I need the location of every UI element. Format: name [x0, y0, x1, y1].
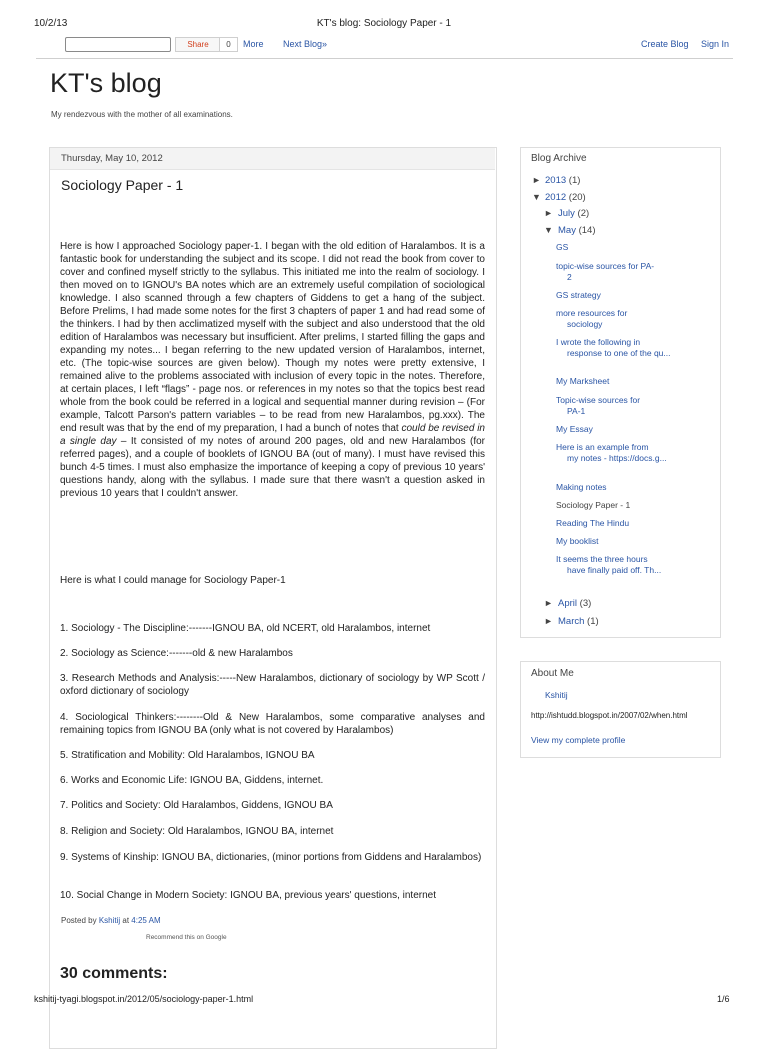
archive-post-link[interactable]: more resources for sociology: [556, 308, 628, 329]
view-profile-link[interactable]: View my complete profile: [531, 735, 626, 745]
source-item-6: 6. Works and Economic Life: IGNOU BA, Giddens, internet.: [60, 775, 324, 786]
archive-post-link[interactable]: Here is an example from my notes - https://docs.g...: [556, 442, 667, 463]
archive-post-link[interactable]: My booklist: [556, 536, 599, 546]
archive-post-link[interactable]: My Marksheet: [556, 376, 610, 386]
expand-april-icon[interactable]: ►: [544, 598, 553, 608]
archive-post-link[interactable]: My Essay: [556, 424, 593, 434]
blog-title[interactable]: KT's blog: [50, 68, 162, 98]
archive-year-2012-count: (20): [568, 192, 586, 203]
profile-url: http://ishtudd.blogspot.in/2007/02/when.html: [531, 711, 688, 720]
post-body-text-2: – It consisted of my notes of around 200 pages, old and new Haralambos (for referred pages), and a couple of booklets of IGNOU BA (out of many). I must have revised this bunch 4-5 times. I must also emphasize the importance of keeping a copy of previous 10 years' questions handy, along with the syllabus. I made sure that there wasn't a question asked in previous 10 years that I couldn't answer.: [60, 436, 485, 499]
archive-post-link[interactable]: GS: [556, 242, 569, 252]
archive-post-link[interactable]: I wrote the following in response to one of the qu...: [556, 337, 671, 358]
archive-month-april[interactable]: [558, 598, 591, 609]
post-time-link[interactable]: 4:25 AM: [131, 916, 161, 925]
next-blog-link[interactable]: Next Blog»: [283, 39, 328, 49]
source-item-1: 1. Sociology - The Discipline:-------IGNOU BA, old NCERT, old Haralambos, internet: [60, 623, 431, 634]
posted-by-label: Posted by: [61, 916, 97, 925]
archive-post-link[interactable]: GS strategy: [556, 290, 601, 300]
archive-april-label[interactable]: April: [558, 598, 578, 609]
at-label: at: [122, 916, 130, 925]
archive-month-march[interactable]: [558, 616, 599, 627]
share-count: 0: [219, 37, 238, 52]
archive-post-link[interactable]: Reading The Hindu: [556, 518, 630, 528]
comments-heading: 30 comments:: [60, 965, 168, 982]
profile-name-link[interactable]: Kshitij: [545, 690, 568, 700]
archive-post-link[interactable]: Making notes: [556, 482, 607, 492]
sign-in-link[interactable]: Sign In: [701, 39, 730, 49]
archive-year-2013-count: (1): [568, 175, 581, 186]
archive-year-2012-label[interactable]: 2012: [545, 192, 567, 203]
archive-year-2013[interactable]: [545, 175, 580, 186]
source-item-7: 7. Politics and Society: Old Haralambos, Giddens, IGNOU BA: [60, 800, 333, 811]
source-item-2: 2. Sociology as Science:-------old & new Haralambos: [60, 648, 293, 659]
print-date: 10/2/13: [34, 18, 68, 29]
source-item-9: 9. Systems of Kinship: IGNOU BA, dictionaries, (minor portions from Giddens and Haralambos): [60, 852, 482, 863]
collapse-2012-icon[interactable]: ▼: [532, 192, 541, 202]
expand-july-icon[interactable]: ►: [544, 208, 553, 218]
sources-intro: Here is what I could manage for Sociology Paper-1: [60, 575, 286, 586]
archive-april-count: (3): [579, 598, 592, 609]
archive-month-july[interactable]: [558, 208, 589, 219]
archive-post-link[interactable]: topic-wise sources for PA- 2: [556, 261, 655, 282]
post-body-italic: could be revised in a single day: [60, 423, 485, 447]
archive-post-link[interactable]: Topic-wise sources for PA-1: [556, 395, 641, 416]
post-footer: [61, 916, 161, 925]
archive-post-current: Sociology Paper - 1: [556, 500, 631, 510]
share-button[interactable]: Share: [175, 37, 221, 52]
navbar-search-input[interactable]: [65, 37, 171, 52]
source-item-4: 4. Sociological Thinkers:--------Old & New Haralambos, some comparative analyses and remaining topics from IGNOU BA (only what is not covered by Haralambos): [60, 712, 485, 736]
collapse-may-icon[interactable]: ▼: [544, 225, 553, 235]
blog-archive-title: Blog Archive: [531, 153, 587, 164]
author-link[interactable]: Kshitij: [98, 916, 121, 925]
post-body-paragraph: [60, 240, 485, 500]
archive-july-count: (2): [577, 208, 590, 219]
blog-description: My rendezvous with the mother of all examinations.: [51, 110, 233, 119]
archive-march-label[interactable]: March: [558, 616, 585, 627]
source-item-3: 3. Research Methods and Analysis:-----New Haralambos, dictionary of sociology by WP Scott / oxford dictionary of sociology: [60, 673, 485, 697]
archive-month-may[interactable]: [558, 225, 596, 236]
google-recommend-button[interactable]: Recommend this on Google: [146, 934, 227, 941]
archive-july-label[interactable]: July: [558, 208, 575, 219]
header-divider: [36, 58, 733, 59]
archive-post-link[interactable]: It seems the three hours have finally paid off. Th...: [556, 554, 662, 575]
archive-year-2013-label[interactable]: 2013: [545, 175, 567, 186]
about-me-title: About Me: [531, 668, 574, 679]
source-item-8: 8. Religion and Society: Old Haralambos, IGNOU BA, internet: [60, 826, 334, 837]
create-blog-link[interactable]: Create Blog: [641, 39, 689, 49]
source-item-5: 5. Stratification and Mobility: Old Haralambos, IGNOU BA: [60, 750, 315, 761]
archive-march-count: (1): [587, 616, 599, 627]
archive-may-count: (14): [578, 225, 596, 236]
more-link[interactable]: More: [243, 39, 264, 49]
source-item-10: 10. Social Change in Modern Society: IGNOU BA, previous years' questions, internet: [60, 890, 436, 901]
print-footer-url: kshitij-tyagi.blogspot.in/2012/05/sociology-paper-1.html: [34, 994, 254, 1004]
expand-march-icon[interactable]: ►: [544, 616, 553, 626]
print-footer-page: 1/6: [717, 994, 730, 1004]
print-page-title: KT's blog: Sociology Paper - 1: [316, 18, 452, 29]
post-body-text-1: Here is how I approached Sociology paper-1. I began with the old edition of Haralambos. It is a fantastic book for understanding the subject and its scope. I did not read the book from cover to cover and confined myself strictly to the syllabus. This initiated me into the realm of sociology. I then moved on to IGNOU's BA notes which are an extremely useful compilation of sociological knowledge. I also scanned through a few chapters of Giddens to get a hang of the subject. Before Prelims, I had made some notes for the first 3 chapters of paper 1 and had read some of the thinkers. I had by then acclimatized myself with the subject and also understood that the old edition of Haralambos was necessary but insufficient. After prelims, I started filling the gaps and expanding my notes... I began referring to the new updated version of Haralambos, internet, etc. (The topic-wise sources are given below). Though my notes were pretty extensive, I remained alive to the problems associated with inclusion of every topic in the notes. Therefore, at certain places, I left “flags” - page nos. or references in my notes so that the topics best read whole from the book could be referred in a logical and sequential manner during revision – (For example, Talcott Parson's pattern variables – to be read from new Haralambos, pg.xxx). The end result was that by the end of my preparation, I had a bunch of notes that: [60, 241, 485, 434]
archive-may-label[interactable]: May: [558, 225, 576, 236]
post-date: Thursday, May 10, 2012: [61, 153, 163, 164]
expand-2013-icon[interactable]: ►: [532, 175, 541, 185]
post-title[interactable]: Sociology Paper - 1: [61, 177, 184, 193]
archive-year-2012[interactable]: [545, 192, 586, 203]
